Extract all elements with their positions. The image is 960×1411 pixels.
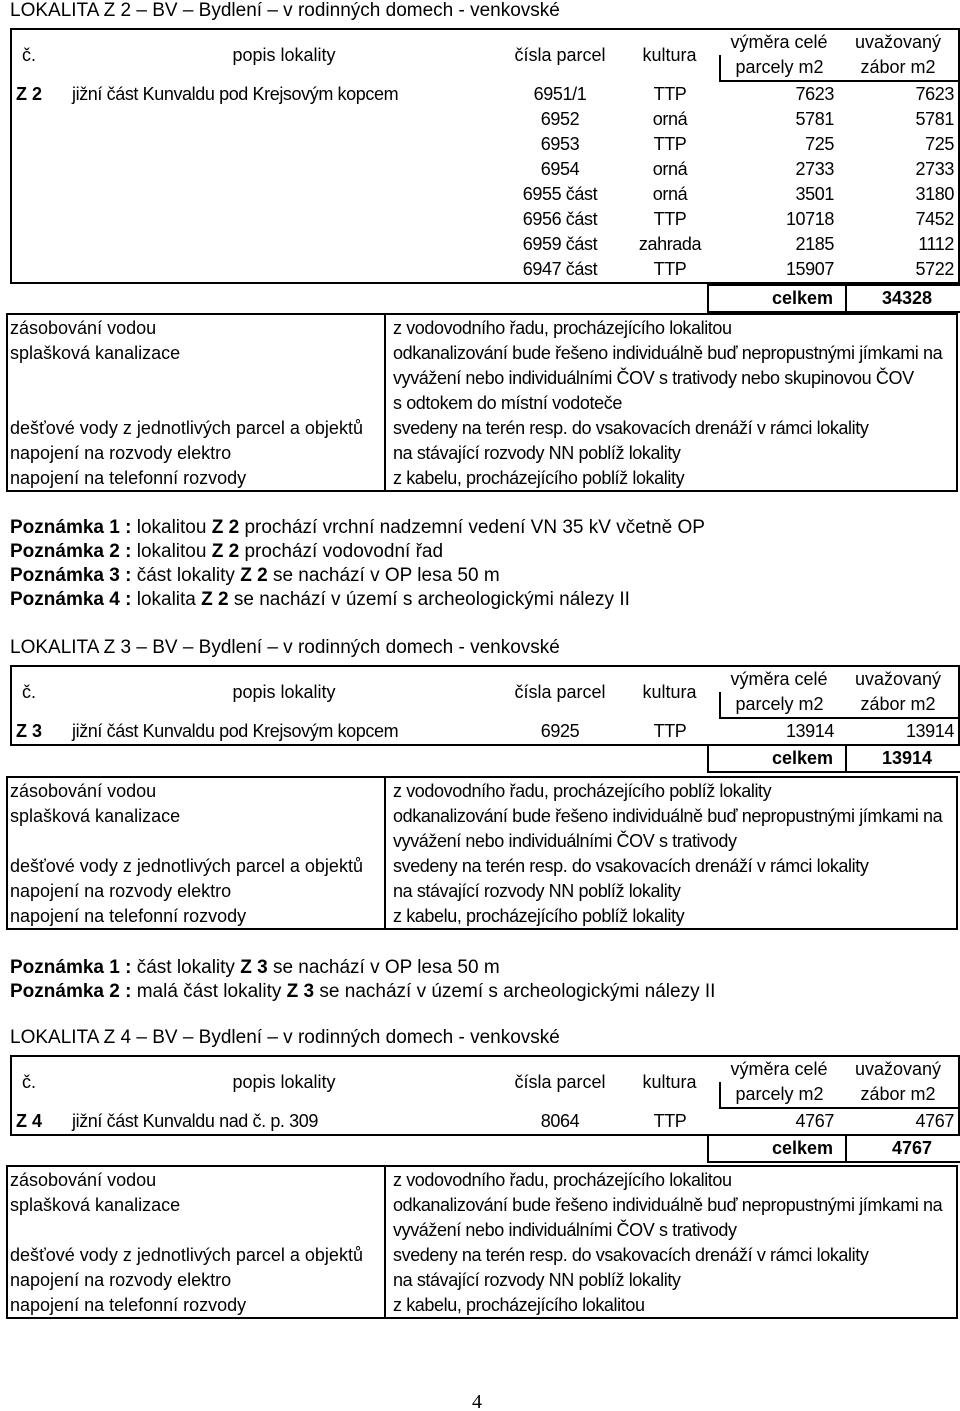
header-parcels: čísla parcel	[500, 29, 620, 81]
note-locality: Z 2	[201, 589, 229, 610]
locality-code	[11, 257, 68, 283]
header-area-unit: parcely m2	[720, 1082, 838, 1108]
infrastructure-row	[8, 391, 956, 416]
infrastructure-row	[8, 316, 956, 341]
parcels-table	[10, 665, 960, 746]
note	[10, 517, 705, 539]
culture: TTP	[620, 257, 720, 283]
header-description: popis lokality	[68, 1056, 500, 1108]
infrastructure-solution: vyvážení nebo individuálními ČOV s trativody	[393, 1220, 737, 1240]
header-description: popis lokality	[68, 666, 500, 718]
infrastructure-box	[6, 1165, 958, 1319]
infrastructure-row	[8, 804, 956, 829]
parcel-number: 6955 část	[522, 184, 598, 204]
infrastructure-solution: odkanalizování bude řešeno individuálně buď nepropustnými jímkami na	[393, 806, 943, 826]
header-culture: kultura	[620, 1056, 720, 1108]
header-area: výměra celé	[720, 29, 838, 55]
take-area: 4767	[838, 1108, 959, 1135]
total-box	[707, 284, 960, 313]
infrastructure-item: napojení na rozvody elektro	[10, 881, 232, 901]
infrastructure-item: zásobování vodou	[10, 781, 157, 801]
infrastructure-item: zásobování vodou	[10, 318, 157, 338]
total-box	[707, 744, 960, 773]
header-take-unit: zábor m2	[838, 55, 959, 81]
infrastructure-item: dešťové vody z jednotlivých parcel a objektů	[10, 856, 363, 876]
locality-code	[11, 232, 68, 257]
note-text-start: lokalitou	[136, 541, 207, 562]
parcel-number: 6959 část	[522, 234, 598, 254]
header-take: uvažovaný	[838, 666, 959, 692]
total-value: 4767	[845, 1136, 960, 1161]
infrastructure-solution: z kabelu, procházejícího lokalitou	[393, 1295, 645, 1315]
locality-description	[68, 207, 500, 232]
locality-code	[11, 182, 68, 207]
note-text-end: prochází vodovodní řad	[244, 541, 444, 562]
parcel-area: 15907	[720, 257, 838, 283]
header-description: popis lokality	[68, 29, 500, 81]
culture: TTP	[653, 209, 687, 229]
section-title: LOKALITA Z 4 – BV – Bydlení – v rodinných domech - venkovské	[10, 1027, 560, 1048]
table-header	[11, 1056, 959, 1108]
parcel-number: 8064	[500, 1108, 620, 1135]
total-value: 34328	[845, 286, 960, 311]
infrastructure-row	[8, 1243, 956, 1268]
locality-code	[11, 107, 68, 132]
parcel-area: 3501	[795, 184, 834, 204]
locality-code	[11, 157, 68, 182]
header-culture: kultura	[620, 29, 720, 81]
total-value: 13914	[845, 746, 960, 771]
infrastructure-solution: z kabelu, procházejícího poblíž lokality	[393, 468, 685, 488]
locality-code: Z 4	[11, 1108, 68, 1135]
infrastructure-solution: odkanalizování bude řešeno individuálně buď nepropustnými jímkami na	[393, 1195, 943, 1215]
parcel-number: 6951/1	[533, 83, 587, 104]
infrastructure-solution: svedeny na terén resp. do vsakovacích drenáží v rámci lokality	[393, 1245, 869, 1265]
header-take-unit: zábor m2	[838, 692, 959, 718]
take-area: 1112	[838, 232, 959, 257]
table-body	[11, 718, 959, 745]
table-row	[11, 257, 959, 283]
culture: orná	[652, 159, 688, 179]
infrastructure-row	[8, 341, 956, 366]
locality-code	[11, 132, 68, 157]
infrastructure-row	[8, 366, 956, 391]
infrastructure-item: dešťové vody z jednotlivých parcel a objektů	[10, 418, 363, 438]
culture: zahrada	[638, 234, 702, 254]
table-body	[11, 81, 959, 283]
parcel-number: 6956 část	[522, 209, 598, 229]
total-box	[707, 1134, 960, 1163]
header-area-unit: parcely m2	[720, 692, 838, 718]
infrastructure-row	[8, 779, 956, 804]
parcel-number: 6953	[540, 134, 580, 154]
parcel-number: 6952	[540, 109, 580, 129]
infrastructure-row	[8, 1218, 956, 1243]
infrastructure-solution: odkanalizování bude řešeno individuálně buď nepropustnými jímkami na	[393, 343, 943, 363]
total-label: celkem	[771, 1138, 833, 1158]
locality-code	[11, 207, 68, 232]
header-area-unit: parcely m2	[720, 55, 838, 81]
infrastructure-row	[8, 1193, 956, 1218]
infrastructure-solution: na stávající rozvody NN poblíž lokality	[393, 1270, 681, 1290]
table-body	[11, 1108, 959, 1135]
header-no: č.	[11, 666, 68, 718]
infrastructure-row	[8, 441, 956, 466]
note-locality: Z 3	[240, 957, 268, 978]
infrastructure-box	[6, 776, 958, 930]
note-locality: Z 2	[240, 565, 268, 586]
infrastructure-item: napojení na rozvody elektro	[10, 443, 232, 463]
section-title: LOKALITA Z 2 – BV – Bydlení – v rodinných domech - venkovské	[10, 0, 560, 21]
infrastructure-row	[8, 879, 956, 904]
table-row	[11, 1108, 959, 1135]
note-label: Poznámka 3 :	[10, 565, 132, 586]
note-text-start: lokalitou	[136, 517, 207, 538]
parcel-area: 5781	[795, 109, 834, 129]
locality-description: jižní část Kunvaldu nad č. p. 309	[68, 1108, 500, 1135]
take-area: 725	[838, 132, 959, 157]
locality-code: Z 3	[11, 718, 68, 745]
infrastructure-row	[8, 1168, 956, 1193]
note-text-end: se nachází v území s archeologickými nálezy II	[233, 589, 630, 610]
header-parcels: čísla parcel	[500, 1056, 620, 1108]
header-area: výměra celé	[720, 1056, 838, 1082]
parcel-area: 10718	[785, 209, 834, 229]
infrastructure-solution: svedeny na terén resp. do vsakovacích drenáží v rámci lokality	[393, 418, 869, 438]
infrastructure-solution: z vodovodního řadu, procházejícího lokalitou	[393, 318, 732, 338]
take-area: 3180	[838, 182, 959, 207]
header-no: č.	[11, 1056, 68, 1108]
culture: TTP	[620, 1108, 720, 1135]
parcel-area: 13914	[720, 718, 838, 745]
note-text-end: se nachází v OP lesa 50 m	[272, 565, 500, 586]
header-culture: kultura	[620, 666, 720, 718]
note	[10, 589, 630, 611]
table-row	[11, 157, 959, 182]
table-row	[11, 132, 959, 157]
locality-description	[68, 257, 500, 283]
page-number: 4	[472, 1391, 482, 1411]
infrastructure-row	[8, 466, 956, 491]
take-area: 7623	[838, 81, 959, 107]
culture: orná	[652, 109, 688, 129]
infrastructure-row	[8, 904, 956, 929]
parcel-area: 7623	[795, 84, 834, 104]
table-row	[11, 107, 959, 132]
note-text-end: se nachází v OP lesa 50 m	[272, 957, 500, 978]
infrastructure-row	[8, 1268, 956, 1293]
note-text-start: část lokality	[136, 565, 235, 586]
infrastructure-item: splašková kanalizace	[10, 1195, 181, 1215]
infrastructure-solution: z vodovodního řadu, procházejícího lokalitou	[393, 1170, 732, 1190]
parcel-number: 6925	[500, 718, 620, 745]
take-area: 5781	[838, 107, 959, 132]
locality-description: jižní část Kunvaldu pod Krejsovým kopcem	[68, 718, 500, 745]
infrastructure-item: napojení na telefonní rozvody	[10, 906, 247, 926]
parcel-area: 4767	[720, 1108, 838, 1135]
parcel-area: 2185	[795, 234, 834, 254]
infrastructure-solution: vyvážení nebo individuálními ČOV s trativody	[393, 831, 737, 851]
note-label: Poznámka 2 :	[10, 541, 132, 562]
note-text-start: lokalita	[136, 589, 196, 610]
take-area: 5722	[838, 257, 959, 283]
locality-description	[68, 182, 500, 207]
table-header	[11, 29, 959, 81]
note-text-end: prochází vrchní nadzemní vedení VN 35 kV včetně OP	[244, 517, 705, 538]
table-header	[11, 666, 959, 718]
header-parcels: čísla parcel	[500, 666, 620, 718]
note	[10, 981, 715, 1003]
culture: TTP	[620, 718, 720, 745]
infrastructure-item: splašková kanalizace	[10, 343, 181, 363]
infrastructure-row	[8, 1293, 956, 1318]
infrastructure-row	[8, 416, 956, 441]
note-label: Poznámka 1 :	[10, 517, 132, 538]
header-no: č.	[11, 29, 68, 81]
infrastructure-solution: vyvážení nebo individuálními ČOV s trativody nebo skupinovou ČOV	[393, 368, 914, 388]
infrastructure-row	[8, 854, 956, 879]
locality-description	[68, 232, 500, 257]
note-locality: Z 2	[211, 517, 240, 538]
infrastructure-solution: na stávající rozvody NN poblíž lokality	[393, 443, 681, 463]
note-locality: Z 2	[211, 541, 240, 562]
section-title: LOKALITA Z 3 – BV – Bydlení – v rodinných domech - venkovské	[10, 637, 560, 658]
note-text-start: část lokality	[136, 957, 235, 978]
culture: TTP	[653, 83, 687, 104]
note	[10, 957, 500, 979]
locality-description	[68, 107, 500, 132]
infrastructure-row	[8, 829, 956, 854]
culture: orná	[652, 184, 688, 204]
note-label: Poznámka 4 :	[10, 589, 132, 610]
infrastructure-solution: na stávající rozvody NN poblíž lokality	[393, 881, 681, 901]
table-row	[11, 182, 959, 207]
infrastructure-item: zásobování vodou	[10, 1170, 157, 1190]
locality-description	[68, 132, 500, 157]
header-take-unit: zábor m2	[838, 1082, 959, 1108]
take-area: 7452	[838, 207, 959, 232]
infrastructure-item: napojení na rozvody elektro	[10, 1270, 232, 1290]
note	[10, 541, 443, 563]
infrastructure-solution: s odtokem do místní vodoteče	[393, 393, 622, 413]
take-area: 2733	[838, 157, 959, 182]
total-label: celkem	[771, 748, 833, 768]
table-row	[11, 81, 959, 107]
parcel-number: 6954	[540, 159, 580, 179]
locality-code: Z 2	[11, 81, 68, 107]
infrastructure-item: napojení na telefonní rozvody	[10, 1295, 247, 1315]
note-label: Poznámka 2 :	[10, 981, 132, 1002]
infrastructure-item: napojení na telefonní rozvody	[10, 468, 247, 488]
infrastructure-solution: z kabelu, procházejícího poblíž lokality	[393, 906, 685, 926]
infrastructure-box	[6, 313, 958, 492]
culture: TTP	[653, 134, 687, 154]
locality-description	[68, 157, 500, 182]
header-area: výměra celé	[720, 666, 838, 692]
infrastructure-solution: z vodovodního řadu, procházejícího poblíž lokality	[393, 781, 772, 801]
parcels-table	[10, 28, 960, 284]
note-label: Poznámka 1 :	[10, 957, 132, 978]
infrastructure-item: splašková kanalizace	[10, 806, 181, 826]
parcel-area: 2733	[795, 159, 834, 179]
header-take: uvažovaný	[838, 1056, 959, 1082]
infrastructure-solution: svedeny na terén resp. do vsakovacích drenáží v rámci lokality	[393, 856, 869, 876]
note-text-end: se nachází v území s archeologickými nálezy II	[319, 981, 716, 1002]
parcel-number: 6947 část	[500, 257, 620, 283]
table-row	[11, 207, 959, 232]
take-area: 13914	[838, 718, 959, 745]
total-label: celkem	[771, 288, 833, 308]
note-text-start: malá část lokality	[136, 981, 282, 1002]
note	[10, 565, 500, 587]
infrastructure-item: dešťové vody z jednotlivých parcel a objektů	[10, 1245, 363, 1265]
table-row	[11, 232, 959, 257]
locality-description: jižní část Kunvaldu pod Krejsovým kopcem	[72, 83, 399, 104]
table-row	[11, 718, 959, 745]
parcel-area: 725	[805, 134, 834, 154]
parcels-table	[10, 1055, 960, 1136]
header-take: uvažovaný	[838, 29, 959, 55]
note-locality: Z 3	[286, 981, 315, 1002]
